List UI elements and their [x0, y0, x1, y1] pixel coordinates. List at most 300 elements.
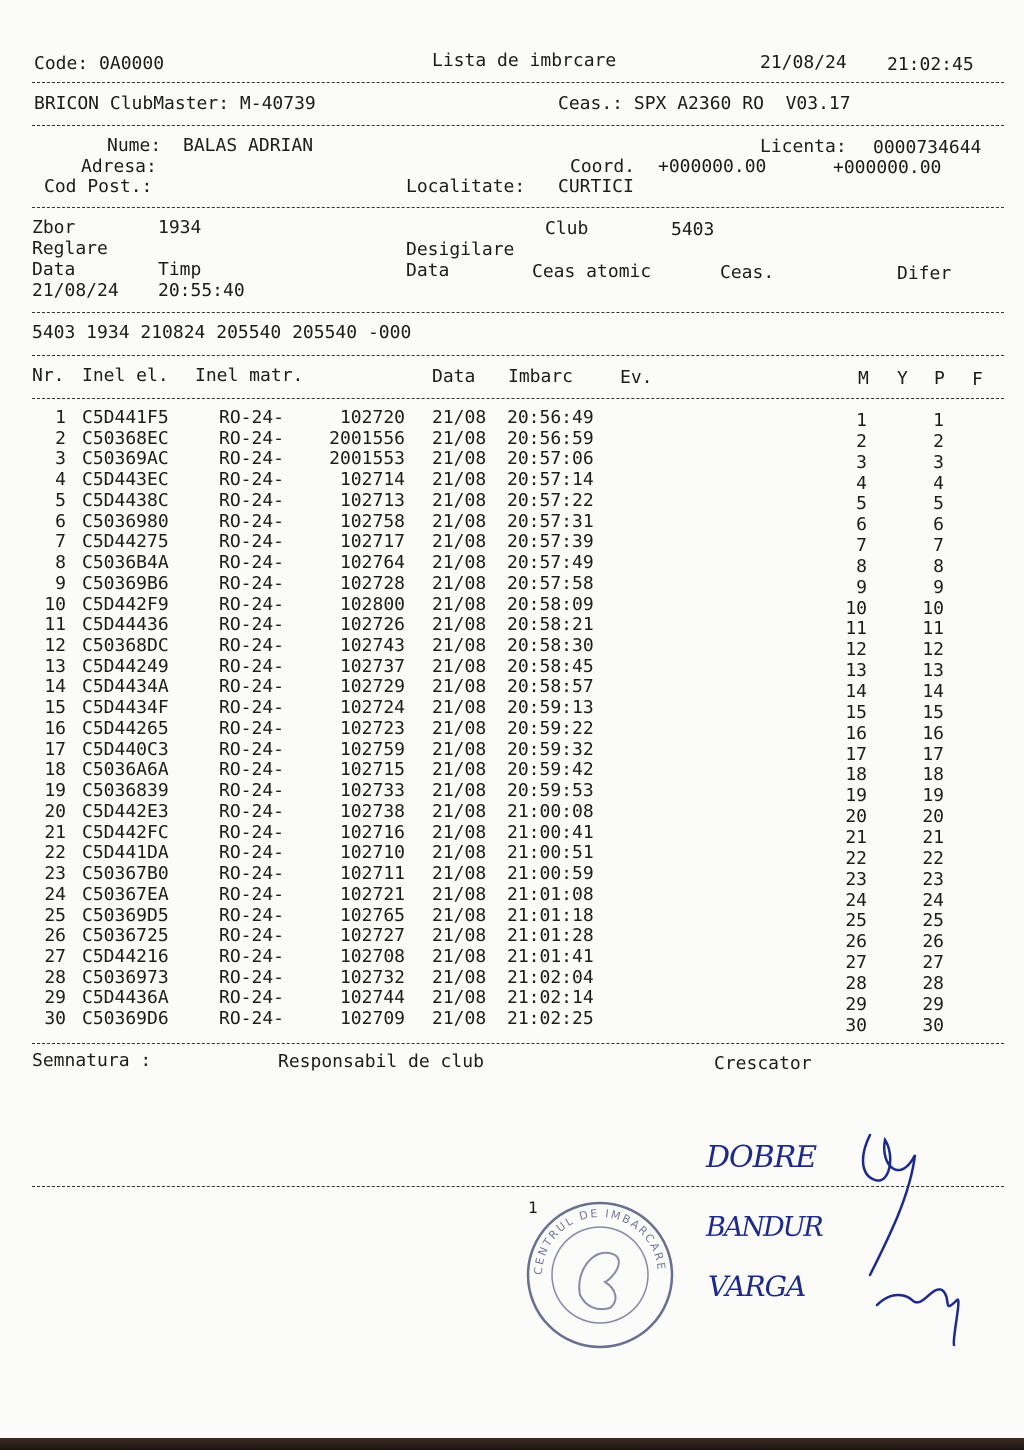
row-prefix: RO-24- [219, 1008, 285, 1030]
row-inel-matr: 102733 [339, 780, 405, 802]
row-inel-el: C5D4436A [82, 987, 169, 1009]
row-nr: 22 [44, 842, 66, 864]
row-time: 20:59:32 [507, 738, 594, 760]
row-inel-el: C50367EA [82, 883, 169, 905]
row-inel-matr: 102721 [339, 883, 405, 905]
table-row [0, 510, 1024, 536]
handwritten-name-bandur: BANDUR [706, 1212, 822, 1243]
col-inel-el: Inel el. [82, 365, 169, 386]
row-p: 14 [922, 681, 944, 703]
row-nr: 29 [44, 987, 66, 1009]
table-row [0, 945, 1024, 974]
ceas-atomic-label: Ceas atomic [532, 261, 652, 282]
row-inel-el: C5D4434A [82, 676, 169, 698]
row-inel-matr: 102708 [339, 945, 405, 967]
row-inel-el: C5D440C3 [82, 738, 169, 760]
codpost-label: Cod Post.: [44, 176, 153, 197]
row-m: 22 [845, 847, 867, 869]
reglare-timp-label: Timp [158, 259, 202, 280]
row-time: 20:57:58 [507, 572, 594, 594]
signature-scribble [840, 1115, 930, 1285]
club-value: 5403 [671, 219, 715, 240]
row-prefix: RO-24- [219, 593, 285, 615]
row-nr: 18 [44, 759, 66, 781]
row-inel-el: C5D4438C [82, 489, 169, 511]
row-time: 21:02:14 [507, 987, 594, 1009]
row-nr: 26 [44, 925, 66, 947]
clock-id: Ceas.: SPX A2360 RO V03.17 [558, 93, 851, 114]
row-inel-el: C5D44275 [82, 531, 169, 553]
row-date: 21/08 [432, 614, 487, 636]
divider [32, 312, 1004, 313]
row-inel-el: C5D441F5 [82, 407, 169, 428]
row-nr: 2 [55, 427, 66, 449]
row-date: 21/08 [432, 552, 487, 574]
row-date: 21/08 [432, 469, 487, 491]
row-p: 4 [933, 472, 944, 494]
row-time: 20:56:59 [507, 427, 594, 449]
row-time: 21:00:41 [507, 821, 594, 843]
club-stamp-icon [525, 1200, 675, 1350]
row-m: 17 [845, 743, 867, 765]
row-p: 9 [933, 576, 944, 598]
table-row [0, 593, 1024, 619]
row-p: 23 [922, 868, 944, 890]
table-row [0, 966, 1024, 994]
row-inel-el: C5D442FC [82, 821, 169, 843]
row-inel-matr: 102717 [339, 531, 405, 553]
row-inel-el: C5036973 [82, 966, 169, 988]
row-prefix: RO-24- [219, 904, 285, 926]
row-inel-el: C5036980 [82, 510, 169, 532]
row-date: 21/08 [432, 489, 487, 511]
table-row [0, 863, 1024, 890]
row-p: 28 [922, 972, 944, 994]
row-p: 8 [933, 555, 944, 577]
table-row [0, 800, 1024, 828]
row-nr: 19 [44, 780, 66, 802]
row-nr: 3 [55, 448, 66, 470]
print-date: 21/08/24 [760, 52, 847, 73]
row-inel-el: C50369B6 [82, 572, 169, 594]
row-p: 3 [933, 451, 944, 473]
row-nr: 30 [44, 1008, 66, 1030]
row-time: 20:58:21 [507, 614, 594, 636]
handwritten-name-varga: VARGA [708, 1270, 806, 1303]
row-date: 21/08 [432, 655, 487, 677]
table-row [0, 655, 1024, 682]
divider [32, 82, 1004, 83]
row-time: 21:00:59 [507, 863, 594, 885]
row-prefix: RO-24- [219, 635, 285, 657]
row-time: 20:58:30 [507, 635, 594, 657]
row-time: 20:56:49 [507, 407, 594, 428]
row-date: 21/08 [432, 925, 487, 947]
row-prefix: RO-24- [219, 987, 285, 1009]
row-time: 20:57:49 [507, 552, 594, 574]
row-nr: 24 [44, 883, 66, 905]
row-nr: 6 [55, 510, 66, 532]
row-p: 27 [922, 952, 944, 974]
row-nr: 13 [44, 655, 66, 677]
row-m: 6 [856, 514, 867, 536]
row-p: 22 [922, 847, 944, 869]
row-date: 21/08 [432, 945, 487, 967]
row-inel-matr: 102713 [339, 489, 405, 511]
row-date: 21/08 [432, 863, 487, 885]
row-m: 12 [845, 639, 867, 661]
table-row [0, 1008, 1024, 1036]
row-date: 21/08 [432, 966, 487, 988]
table-row [0, 883, 1024, 911]
row-prefix: RO-24- [219, 552, 285, 574]
row-m: 23 [845, 868, 867, 890]
row-p: 17 [922, 743, 944, 765]
col-p: P [934, 368, 945, 389]
row-inel-matr: 102800 [339, 593, 405, 615]
row-p: 2 [933, 430, 944, 452]
row-inel-el: C50369D6 [82, 1008, 169, 1030]
row-p: 12 [922, 639, 944, 661]
row-date: 21/08 [432, 780, 487, 802]
row-date: 21/08 [432, 821, 487, 843]
svg-text:CENTRUL DE IMBARCARE: CENTRUL DE IMBARCARE [531, 1206, 668, 1276]
row-prefix: RO-24- [219, 863, 285, 885]
signature-scribble [872, 1270, 982, 1350]
row-inel-el: C5036725 [82, 925, 169, 947]
table-row [0, 987, 1024, 1015]
row-time: 20:57:39 [507, 531, 594, 553]
divider [32, 1043, 1004, 1044]
row-inel-matr: 102715 [339, 759, 405, 781]
row-inel-el: C5D443EC [82, 469, 169, 491]
row-prefix: RO-24- [219, 966, 285, 988]
row-time: 20:57:22 [507, 489, 594, 511]
row-p: 11 [922, 618, 944, 640]
flight-code-line: 5403 1934 210824 205540 205540 -000 [32, 322, 412, 343]
row-inel-el: C5D4434F [82, 697, 169, 719]
row-prefix: RO-24- [219, 883, 285, 905]
row-prefix: RO-24- [219, 717, 285, 739]
divider [32, 125, 1004, 126]
col-inel-matr: Inel matr. [195, 365, 304, 386]
row-nr: 14 [44, 676, 66, 698]
row-inel-el: C50367B0 [82, 863, 169, 885]
col-y: Y [897, 368, 908, 389]
row-p: 29 [922, 993, 944, 1015]
row-date: 21/08 [432, 510, 487, 532]
col-f: F [972, 369, 983, 390]
row-inel-el: C5D442F9 [82, 593, 169, 615]
row-prefix: RO-24- [219, 842, 285, 864]
table-row [0, 717, 1024, 744]
row-date: 21/08 [432, 572, 487, 594]
page-number: 1 [528, 1198, 538, 1217]
divider [32, 207, 1004, 208]
row-prefix: RO-24- [219, 448, 285, 470]
row-prefix: RO-24- [219, 759, 285, 781]
table-row [0, 427, 1024, 452]
print-time: 21:02:45 [887, 54, 974, 75]
row-m: 24 [845, 889, 867, 911]
row-time: 21:00:08 [507, 800, 594, 822]
adresa-label: Adresa: [81, 156, 157, 177]
row-nr: 4 [55, 469, 66, 491]
licenta-label: Licenta: [760, 136, 847, 157]
row-inel-matr: 102744 [339, 987, 405, 1009]
row-m: 3 [856, 451, 867, 473]
row-inel-el: C5036839 [82, 780, 169, 802]
row-m: 10 [845, 597, 867, 619]
row-prefix: RO-24- [219, 945, 285, 967]
coord-y: +000000.00 [833, 157, 942, 178]
document-title: Lista de imbrcare [432, 50, 617, 71]
row-inel-matr: 102716 [339, 821, 405, 843]
col-ev: Ev. [620, 367, 653, 388]
row-m: 1 [856, 410, 867, 431]
table-row [0, 842, 1024, 869]
row-m: 28 [845, 972, 867, 994]
row-nr: 10 [44, 593, 66, 615]
row-nr: 8 [55, 552, 66, 574]
row-date: 21/08 [432, 759, 487, 781]
row-inel-el: C50369D5 [82, 904, 169, 926]
row-time: 21:01:28 [507, 925, 594, 947]
row-inel-el: C50369AC [82, 448, 169, 470]
row-m: 11 [845, 618, 867, 640]
table-row [0, 780, 1024, 807]
row-nr: 7 [55, 531, 66, 553]
divider [32, 355, 1004, 356]
responsabil-label: Responsabil de club [278, 1051, 484, 1072]
page-bottom-edge [0, 1438, 1024, 1450]
row-time: 20:59:53 [507, 780, 594, 802]
row-date: 21/08 [432, 800, 487, 822]
table-row [0, 448, 1024, 473]
row-date: 21/08 [432, 842, 487, 864]
row-time: 21:01:18 [507, 904, 594, 926]
row-inel-matr: 102709 [339, 1008, 405, 1030]
row-inel-el: C5036B4A [82, 552, 169, 574]
row-inel-matr: 2001553 [329, 448, 405, 470]
row-inel-matr: 102724 [339, 697, 405, 719]
row-time: 20:57:31 [507, 510, 594, 532]
row-m: 25 [845, 910, 867, 932]
row-p: 13 [922, 660, 944, 682]
table-row [0, 904, 1024, 932]
row-time: 21:02:04 [507, 966, 594, 988]
difer-label: Difer [897, 263, 952, 284]
table-row [0, 925, 1024, 953]
row-nr: 1 [55, 407, 66, 428]
row-time: 20:58:57 [507, 676, 594, 698]
row-nr: 21 [44, 821, 66, 843]
row-nr: 20 [44, 800, 66, 822]
row-nr: 15 [44, 697, 66, 719]
row-p: 24 [922, 889, 944, 911]
row-inel-matr: 102723 [339, 717, 405, 739]
row-p: 21 [922, 826, 944, 848]
row-date: 21/08 [432, 407, 487, 428]
row-inel-matr: 2001556 [329, 427, 405, 449]
row-m: 7 [856, 535, 867, 557]
row-inel-matr: 102765 [339, 904, 405, 926]
row-p: 26 [922, 931, 944, 953]
row-date: 21/08 [432, 697, 487, 719]
row-inel-matr: 102743 [339, 635, 405, 657]
ceas-label: Ceas. [720, 262, 775, 283]
row-p: 1 [933, 410, 944, 431]
row-prefix: RO-24- [219, 531, 285, 553]
row-time: 20:57:14 [507, 469, 594, 491]
row-date: 21/08 [432, 904, 487, 926]
row-nr: 28 [44, 966, 66, 988]
row-date: 21/08 [432, 427, 487, 449]
localitate-value: CURTICI [558, 176, 634, 197]
row-date: 21/08 [432, 738, 487, 760]
table-row [0, 697, 1024, 723]
row-inel-el: C5D44265 [82, 717, 169, 739]
row-m: 13 [845, 660, 867, 682]
divider [32, 398, 1004, 399]
zbor-value: 1934 [158, 217, 202, 238]
row-inel-matr: 102737 [339, 655, 405, 677]
table-row [0, 635, 1024, 661]
row-m: 15 [845, 701, 867, 723]
row-time: 20:58:09 [507, 593, 594, 615]
row-date: 21/08 [432, 593, 487, 615]
table-row [0, 552, 1024, 577]
row-prefix: RO-24- [219, 407, 285, 428]
row-prefix: RO-24- [219, 614, 285, 636]
table-row [0, 676, 1024, 703]
row-p: 25 [922, 910, 944, 932]
row-nr: 9 [55, 572, 66, 594]
coord-label: Coord. [570, 156, 636, 177]
row-nr: 17 [44, 738, 66, 760]
row-m: 5 [856, 493, 867, 515]
row-inel-matr: 102729 [339, 676, 405, 698]
row-m: 4 [856, 472, 867, 494]
row-date: 21/08 [432, 1008, 487, 1030]
row-inel-el: C5D44436 [82, 614, 169, 636]
row-m: 14 [845, 681, 867, 703]
owner-name: BALAS ADRIAN [183, 135, 314, 156]
reglare-data-label: Data [32, 259, 76, 280]
table-row [0, 572, 1024, 598]
row-time: 20:59:22 [507, 717, 594, 739]
row-inel-matr: 102738 [339, 800, 405, 822]
row-m: 18 [845, 764, 867, 786]
row-time: 21:01:41 [507, 945, 594, 967]
row-m: 19 [845, 785, 867, 807]
row-p: 6 [933, 514, 944, 536]
row-p: 20 [922, 806, 944, 828]
table-row [0, 759, 1024, 786]
row-inel-el: C5036A6A [82, 759, 169, 781]
row-time: 21:02:25 [507, 1008, 594, 1030]
row-prefix: RO-24- [219, 489, 285, 511]
row-nr: 5 [55, 489, 66, 511]
row-nr: 23 [44, 863, 66, 885]
row-p: 19 [922, 785, 944, 807]
row-m: 30 [845, 1014, 867, 1036]
desigilare-label: Desigilare [406, 239, 515, 260]
nume-label: Nume: [107, 135, 162, 156]
col-imbarc: Imbarc [508, 366, 574, 387]
row-inel-el: C5D44216 [82, 945, 169, 967]
row-nr: 16 [44, 717, 66, 739]
handwritten-name-dobre: DOBRE [706, 1140, 817, 1175]
row-inel-matr: 102727 [339, 925, 405, 947]
row-time: 20:59:42 [507, 759, 594, 781]
row-p: 10 [922, 597, 944, 619]
row-inel-matr: 102710 [339, 842, 405, 864]
row-time: 20:59:13 [507, 697, 594, 719]
system-id: BRICON ClubMaster: M-40739 [34, 93, 316, 114]
row-prefix: RO-24- [219, 738, 285, 760]
row-p: 5 [933, 493, 944, 515]
row-date: 21/08 [432, 717, 487, 739]
row-inel-el: C50368DC [82, 635, 169, 657]
row-prefix: RO-24- [219, 655, 285, 677]
table-row [0, 738, 1024, 765]
row-prefix: RO-24- [219, 800, 285, 822]
reglare-date: 21/08/24 [32, 280, 119, 301]
row-p: 15 [922, 701, 944, 723]
table-row [0, 489, 1024, 515]
row-m: 8 [856, 555, 867, 577]
row-date: 21/08 [432, 635, 487, 657]
row-m: 2 [856, 430, 867, 452]
row-date: 21/08 [432, 448, 487, 470]
row-inel-matr: 102732 [339, 966, 405, 988]
row-prefix: RO-24- [219, 697, 285, 719]
row-date: 21/08 [432, 676, 487, 698]
desigilare-data-label: Data [406, 260, 450, 281]
row-p: 30 [922, 1014, 944, 1036]
row-m: 27 [845, 952, 867, 974]
row-nr: 12 [44, 635, 66, 657]
row-inel-matr: 102720 [339, 407, 405, 428]
reglare-label: Reglare [32, 238, 108, 259]
row-date: 21/08 [432, 883, 487, 905]
row-time: 20:58:45 [507, 655, 594, 677]
row-time: 21:00:51 [507, 842, 594, 864]
row-inel-el: C5D44249 [82, 655, 169, 677]
row-nr: 11 [44, 614, 66, 636]
row-inel-el: C5D441DA [82, 842, 169, 864]
club-label: Club [545, 218, 589, 239]
code-label: Code: 0A0000 [34, 53, 165, 74]
row-time: 20:57:06 [507, 448, 594, 470]
row-nr: 25 [44, 904, 66, 926]
row-inel-matr: 102711 [339, 863, 405, 885]
row-inel-matr: 102759 [339, 738, 405, 760]
col-data: Data [432, 366, 476, 387]
col-nr: Nr. [32, 365, 65, 386]
row-prefix: RO-24- [219, 469, 285, 491]
row-date: 21/08 [432, 531, 487, 553]
row-prefix: RO-24- [219, 427, 285, 449]
table-row [0, 614, 1024, 640]
row-inel-matr: 102714 [339, 469, 405, 491]
reglare-time: 20:55:40 [158, 280, 245, 301]
table-row [0, 469, 1024, 494]
table-row [0, 407, 1024, 431]
row-prefix: RO-24- [219, 925, 285, 947]
row-date: 21/08 [432, 987, 487, 1009]
